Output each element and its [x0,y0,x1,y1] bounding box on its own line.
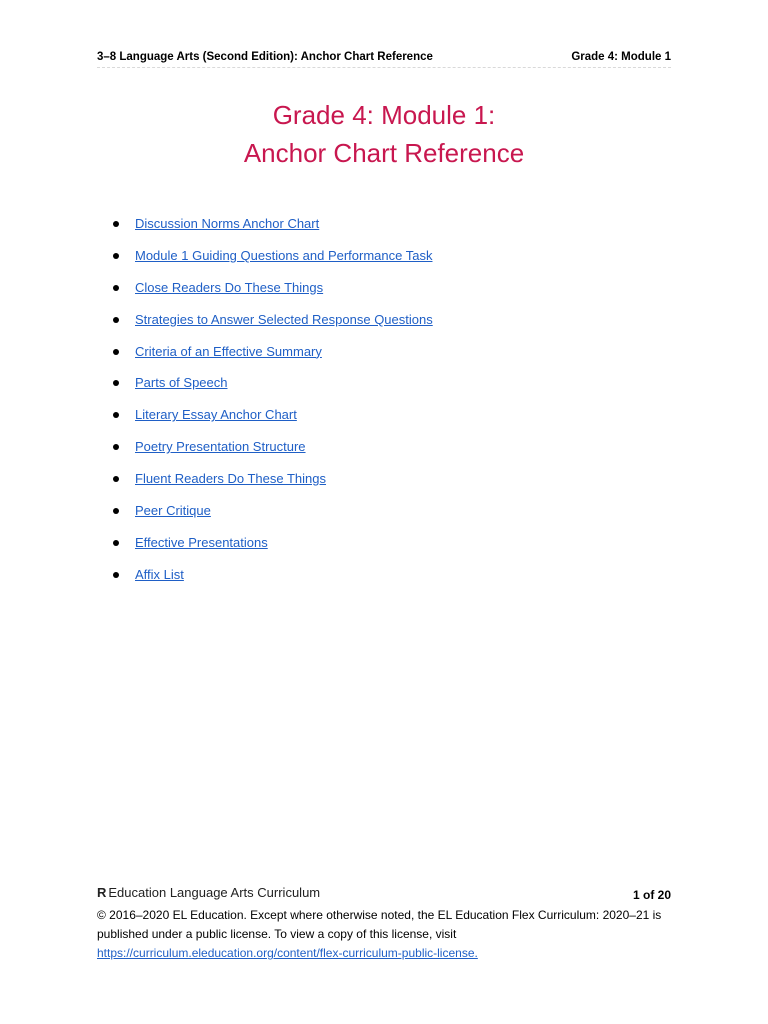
link-close-readers[interactable]: Close Readers Do These Things [135,279,324,295]
bullet-icon [113,508,119,514]
bullet-icon [113,572,119,578]
link-literary-essay[interactable]: Literary Essay Anchor Chart [135,407,297,423]
page-header [97,49,671,68]
link-discussion-norms[interactable]: Discussion Norms Anchor Chart [135,216,320,231]
el-logo-icon: R [97,885,107,900]
page-number: 1 of 20 [632,888,671,902]
bullet-icon [113,221,119,227]
bullet-icon [113,540,119,546]
bullet-icon [113,476,119,482]
link-peer-critique[interactable]: Peer Critique [135,503,211,519]
link-effective-presentations[interactable]: Effective Presentations [135,534,268,550]
footer-copyright [97,906,671,963]
copyright-text: © 2016–2020 EL Education. Except where otherwise noted, the EL Education Flex Curriculum: 2020–21 is published under a public license. To view a copy of this license, visit [97,908,662,941]
link-guiding-questions[interactable]: Module 1 Guiding Questions and Performance Task [135,247,433,263]
header-document-title: 3–8 Language Arts (Second Edition): Anchor Chart Reference [97,51,433,63]
footer-brand [97,884,320,902]
header-grade-module: Grade 4: Module 1 [571,51,671,63]
title-line-1: Grade 4: Module 1: [272,100,496,130]
license-link[interactable]: https://curriculum.eleducation.org/content/flex-curriculum-public-license. [97,946,478,960]
footer-brand-name: Education Language Arts Curriculum [108,885,321,900]
link-fluent-readers[interactable]: Fluent Readers Do These Things [135,471,327,487]
bullet-icon [113,444,119,450]
bullet-icon [113,380,119,386]
bullet-icon [113,349,119,355]
link-parts-of-speech[interactable]: Parts of Speech [135,375,228,391]
bullet-icon [113,285,119,291]
link-selected-response-strategies[interactable]: Strategies to Answer Selected Response Questions [135,311,433,327]
bullet-icon [113,317,119,323]
title-line-2: Anchor Chart Reference [243,138,525,168]
link-poetry-presentation[interactable]: Poetry Presentation Structure [135,439,306,455]
link-effective-summary[interactable]: Criteria of an Effective Summary [135,343,322,359]
page-title [0,96,768,172]
bullet-icon [113,412,119,418]
bullet-icon [113,253,119,259]
link-affix-list[interactable]: Affix List [135,566,184,582]
